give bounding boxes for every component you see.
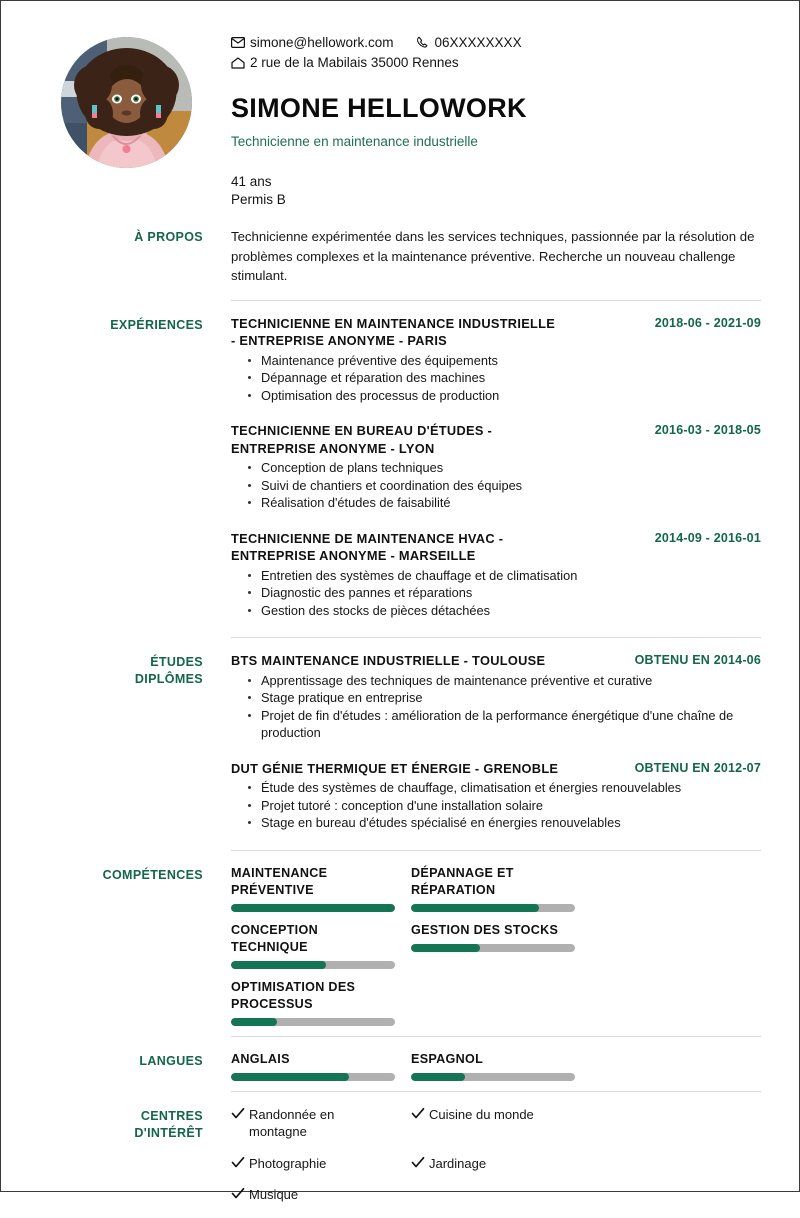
section-label-education-line2: DIPLÔMES — [134, 672, 203, 686]
interest-item — [231, 1106, 411, 1141]
check-icon — [411, 1107, 429, 1120]
list-item: Stage pratique en entreprise — [247, 689, 761, 707]
skill-progress-fill — [231, 961, 326, 969]
list-item: Étude des systèmes de chauffage, climatisation et énergies renouvelables — [247, 779, 761, 797]
skill-label: CONCEPTION TECHNIQUE — [231, 922, 318, 954]
check-icon — [231, 1156, 249, 1169]
skill-item — [231, 922, 411, 969]
language-item — [411, 1051, 591, 1081]
interests-body — [203, 1106, 761, 1218]
section-skills — [1, 865, 799, 1036]
skill-progress-bar — [411, 944, 575, 952]
language-progress-bar — [231, 1073, 395, 1081]
check-icon — [231, 1107, 249, 1120]
skill-label: MAINTENANCE PRÉVENTIVE — [231, 865, 328, 897]
list-item: Optimisation des processus de production — [247, 387, 761, 405]
page-title: SIMONE HELLOWORK — [231, 93, 527, 123]
about-text: Technicienne expérimentée dans les services techniques, passionnée par la résolution de problèmes complexes et la maintenance préventive. Recherche un nouveau challenge stimulant. — [231, 229, 755, 283]
experience-date: 2018-06 - 2021-09 — [654, 315, 761, 330]
language-label: ANGLAIS — [231, 1051, 290, 1066]
experience-date: 2014-09 - 2016-01 — [654, 530, 761, 545]
header-details — [203, 31, 761, 209]
job-title: Technicienne en maintenance industrielle — [231, 134, 478, 149]
skill-item — [411, 865, 591, 912]
section-label-about: À PROPOS — [134, 230, 203, 244]
section-label-interests — [61, 1106, 203, 1218]
education-entry-header — [231, 652, 761, 670]
photo-column — [61, 31, 203, 209]
list-item: Conception de plans techniques — [247, 459, 761, 477]
age-text: 41 ans — [231, 174, 272, 189]
education-title: BTS MAINTENANCE INDUSTRIELLE - TOULOUSE — [231, 653, 546, 668]
skill-progress-bar — [411, 904, 575, 912]
experience-title: TECHNICIENNE EN BUREAU D'ÉTUDES - ENTREPRISE ANONYME - LYON — [231, 423, 493, 456]
section-label-interests-line2: D'INTÉRÊT — [134, 1125, 203, 1140]
home-icon — [231, 57, 250, 69]
language-item — [231, 1051, 411, 1081]
interest-item — [231, 1186, 411, 1204]
experience-entry — [231, 315, 761, 405]
experience-entry — [231, 422, 761, 512]
skill-grid — [231, 865, 761, 1036]
education-date: OBTENU EN 2012-07 — [634, 760, 761, 775]
section-education — [1, 652, 799, 836]
interest-item — [411, 1106, 591, 1141]
address-text: 2 rue de la Mabilais 35000 Rennes — [250, 55, 459, 70]
contact-row-address — [231, 53, 761, 72]
personal-meta — [231, 173, 761, 209]
experience-entry-header — [231, 422, 761, 457]
list-item: Apprentissage des techniques de maintenance préventive et curative — [247, 672, 761, 690]
section-label-education-line1: ÉTUDES — [150, 655, 203, 669]
about-body — [203, 227, 761, 286]
list-item: Gestion des stocks de pièces détachées — [247, 602, 761, 620]
skill-label: OPTIMISATION DES PROCESSUS — [231, 979, 356, 1011]
experience-bullets — [231, 352, 761, 405]
list-item: Réalisation d'études de faisabilité — [247, 494, 761, 512]
skill-progress-bar — [231, 1018, 395, 1026]
skill-progress-fill — [411, 904, 539, 912]
section-interests — [1, 1106, 799, 1218]
email-text: simone@hellowork.com — [250, 35, 394, 50]
check-icon — [231, 1187, 249, 1200]
skill-label: DÉPANNAGE ET RÉPARATION — [411, 865, 514, 897]
experience-entry-header — [231, 315, 761, 350]
avatar — [61, 37, 192, 168]
experience-bullets — [231, 567, 761, 620]
skill-item — [411, 922, 591, 969]
envelope-icon — [231, 37, 250, 48]
skill-label: GESTION DES STOCKS — [411, 922, 559, 937]
interest-label: Photographie — [249, 1155, 327, 1171]
list-item: Entretien des systèmes de chauffage et de climatisation — [247, 567, 761, 585]
language-progress-bar — [411, 1073, 575, 1081]
skill-progress-bar — [231, 904, 395, 912]
section-label-experiences: EXPÉRIENCES — [110, 317, 203, 332]
experience-title: TECHNICIENNE EN MAINTENANCE INDUSTRIELLE - ENTREPRISE ANONYME - PARIS — [231, 315, 556, 348]
education-entry-header — [231, 760, 761, 778]
list-item: Projet tutoré : conception d'une installation solaire — [247, 797, 761, 815]
education-date: OBTENU EN 2014-06 — [634, 653, 761, 667]
resume-header — [1, 1, 799, 209]
experiences-body — [203, 315, 761, 624]
list-item: Maintenance préventive des équipements — [247, 352, 761, 370]
skill-item — [231, 865, 411, 912]
education-entry — [231, 652, 761, 742]
skills-body — [203, 865, 761, 1036]
language-progress-fill — [231, 1073, 349, 1081]
education-bullets — [231, 672, 761, 742]
education-bullets — [231, 779, 761, 832]
language-progress-fill — [411, 1073, 465, 1081]
interest-label: Musique — [249, 1187, 299, 1202]
list-item: Projet de fin d'études : amélioration de la performance énergétique d'une chaîne de production — [247, 707, 761, 742]
portrait-photo-illustration — [61, 37, 192, 168]
experience-bullets — [231, 459, 761, 512]
education-title: DUT GÉNIE THERMIQUE ET ÉNERGIE - GRENOBLE — [231, 760, 559, 776]
phone-icon — [416, 36, 435, 49]
section-label-education — [61, 652, 203, 836]
skill-progress-bar — [231, 961, 395, 969]
interest-label: Cuisine du monde — [429, 1106, 534, 1122]
language-label: ESPAGNOL — [411, 1051, 484, 1066]
skill-item — [231, 979, 411, 1026]
experience-date: 2016-03 - 2018-05 — [654, 423, 761, 437]
education-entry — [231, 760, 761, 832]
experience-entry-header — [231, 530, 761, 565]
languages-body — [203, 1051, 761, 1091]
check-icon — [411, 1156, 429, 1169]
interest-item — [231, 1155, 411, 1173]
interest-label: Jardinage — [429, 1155, 487, 1171]
section-languages — [1, 1051, 799, 1091]
contact-row-primary — [231, 33, 761, 52]
experience-entry — [231, 530, 761, 620]
language-grid — [231, 1051, 761, 1091]
section-label-languages: LANGUES — [139, 1053, 203, 1068]
skill-progress-fill — [411, 944, 480, 952]
education-body — [203, 652, 761, 836]
section-experiences — [1, 315, 799, 624]
experience-title: TECHNICIENNE DE MAINTENANCE HVAC - ENTREPRISE ANONYME - MARSEILLE — [231, 530, 504, 563]
section-label-skills: COMPÉTENCES — [102, 867, 203, 882]
list-item: Diagnostic des pannes et réparations — [247, 584, 761, 602]
skill-progress-fill — [231, 904, 395, 912]
list-item: Stage en bureau d'études spécialisé en énergies renouvelables — [247, 814, 761, 832]
interest-item — [411, 1155, 591, 1173]
skill-progress-fill — [231, 1018, 277, 1026]
section-about — [1, 227, 799, 286]
interest-label: Randonnée en montagne — [249, 1106, 335, 1139]
list-item: Dépannage et réparation des machines — [247, 369, 761, 387]
phone-text: 06XXXXXXXX — [434, 35, 522, 50]
list-item: Suivi de chantiers et coordination des équipes — [247, 477, 761, 495]
section-label-interests-line1: CENTRES — [140, 1108, 203, 1123]
interest-grid — [231, 1106, 761, 1218]
licence-text: Permis B — [231, 192, 286, 207]
